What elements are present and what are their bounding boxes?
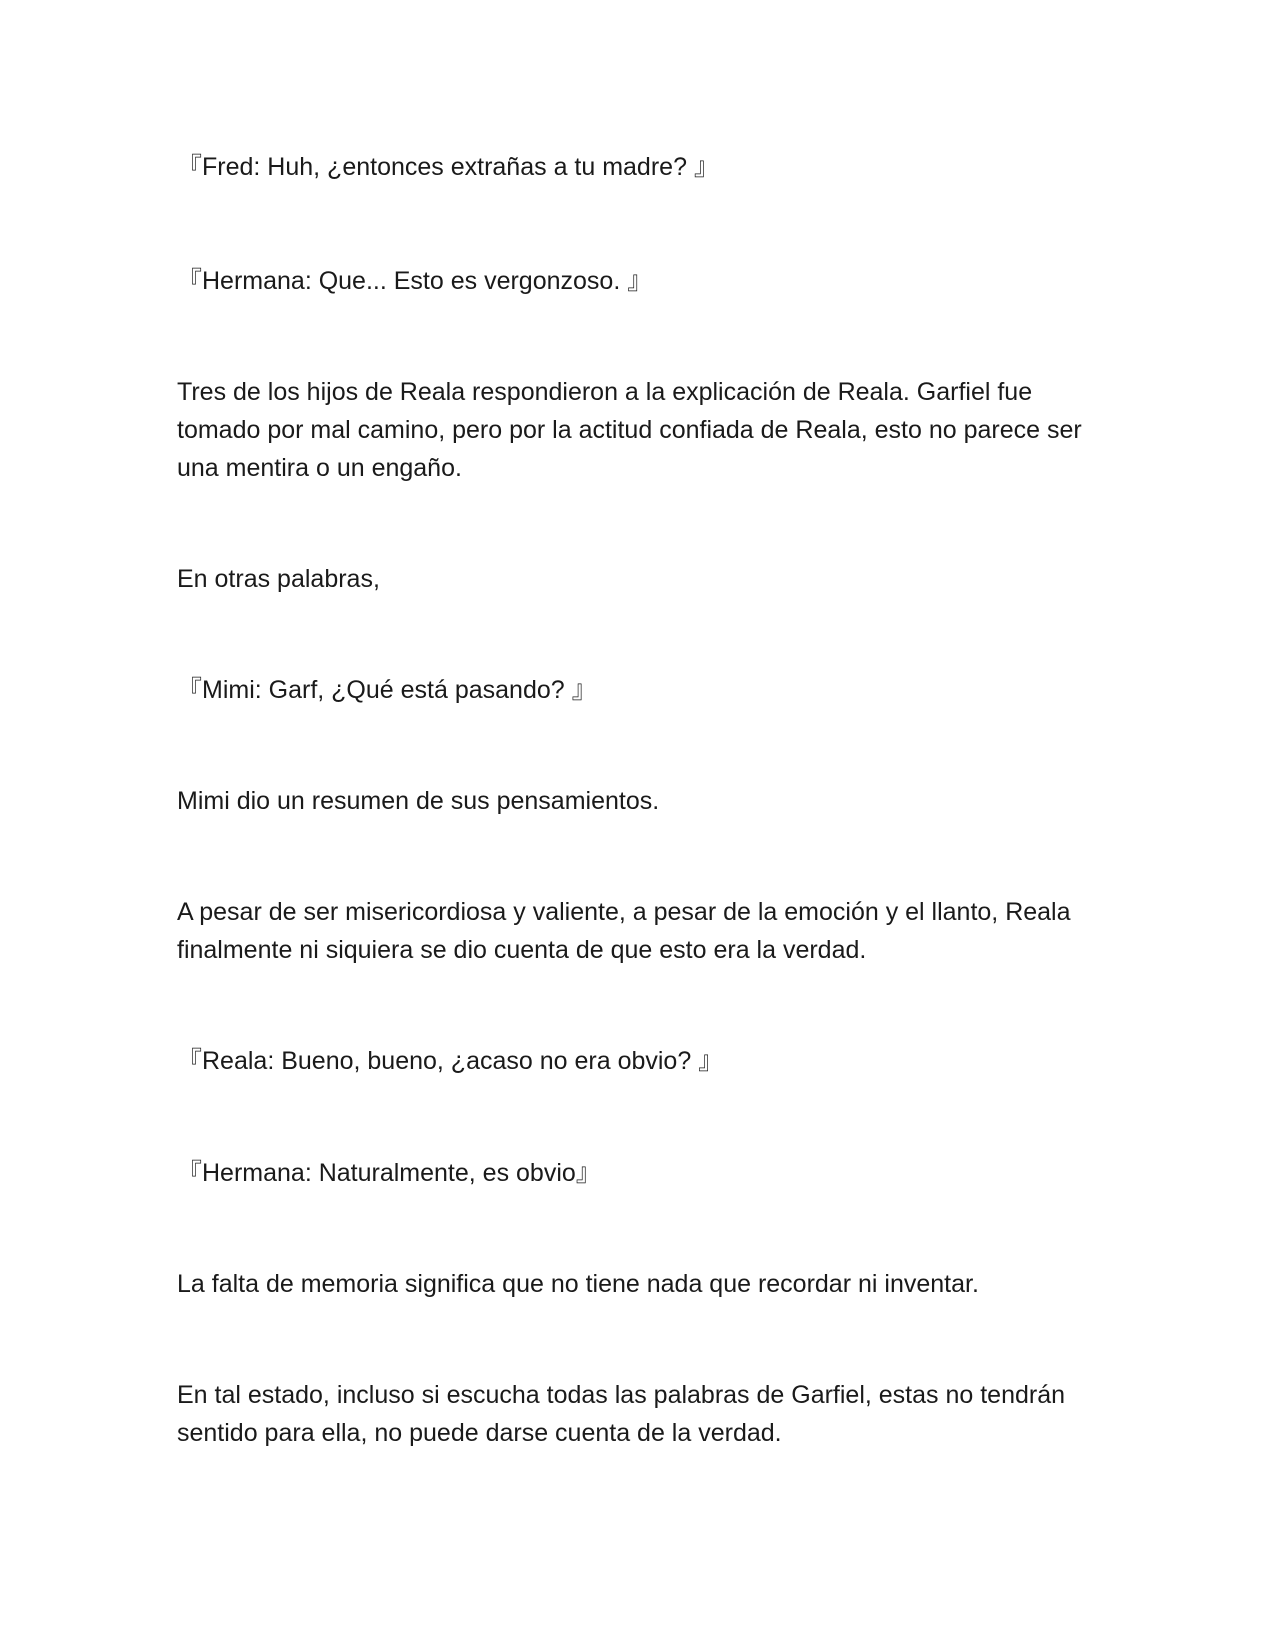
narration-paragraph: En otras palabras, (177, 565, 380, 593)
dialogue-line-hermana: 『Hermana: Naturalmente, es obvio』 (177, 1159, 601, 1187)
narration-paragraph: Mimi dio un resumen de sus pensamientos. (177, 787, 660, 815)
dialogue-line-mimi: 『Mimi: Garf, ¿Qué está pasando? 』 (177, 676, 597, 704)
narration-paragraph: Tres de los hijos de Reala respondieron a la explicación de Reala. Garfiel fue tomado por mal camino, pero por la actitud confiada de Reala, esto no parece ser una mentira o un engaño. (177, 378, 1089, 482)
narration-paragraph: A pesar de ser misericordiosa y valiente, a pesar de la emoción y el llanto, Reala finalmente ni siquiera se dio cuenta de que esto era la verdad. (177, 898, 1078, 964)
narration-paragraph: En tal estado, incluso si escucha todas las palabras de Garfiel, estas no tendrán sentido para ella, no puede darse cuenta de la verdad. (177, 1381, 1072, 1447)
narration-paragraph: La falta de memoria significa que no tiene nada que recordar ni inventar. (177, 1270, 979, 1298)
dialogue-line-fred: 『Fred: Huh, ¿entonces extrañas a tu madre? 』 (177, 153, 719, 181)
dialogue-line-reala: 『Reala: Bueno, bueno, ¿acaso no era obvio? 』 (177, 1047, 724, 1075)
dialogue-line-hermana: 『Hermana: Que... Esto es vergonzoso. 』 (177, 267, 653, 295)
